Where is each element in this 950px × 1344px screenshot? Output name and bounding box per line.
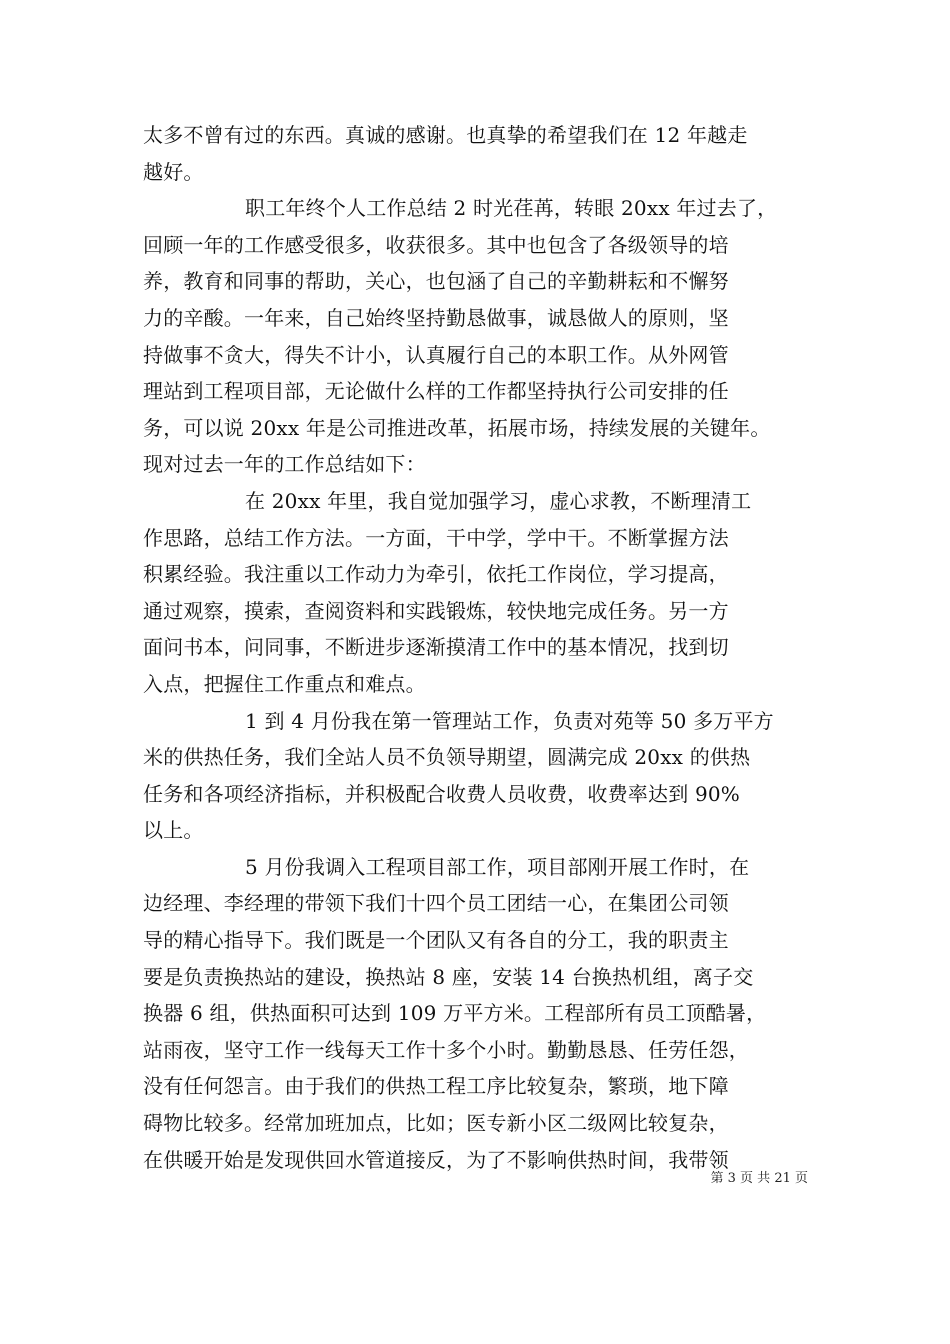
text-line: 太多不曾有过的东西。真诚的感谢。也真挚的希望我们在 12 年越走 bbox=[143, 123, 748, 147]
document-body bbox=[143, 117, 808, 1178]
text-line: 通过观察，摸索，查阅资料和实践锻炼，较快地完成任务。另一方 bbox=[143, 598, 729, 623]
text-line: 没有任何怨言。由于我们的供热工程工序比较复杂，繁琐，地下障 bbox=[143, 1074, 729, 1099]
text-line: 积累经验。我注重以工作动力为牵引，依托工作岗位，学习提高， bbox=[143, 562, 729, 587]
text-line: 理站到工程项目部，无论做什么样的工作都坚持执行公司安排的任 bbox=[143, 379, 729, 404]
text-line: 回顾一年的工作感受很多，收获很多。其中也包含了各级领导的培 bbox=[143, 232, 729, 257]
text-line: 换器 6 组，供热面积可达到 109 万平方米。工程部所有员工顶酷暑， bbox=[143, 1001, 767, 1026]
text-line: 越好。 bbox=[143, 159, 204, 184]
paragraph-start-line: 在 20xx 年里，我自觉加强学习，虚心求教，不断理清工 bbox=[245, 488, 752, 513]
text-line: 务，可以说 20xx 年是公司推进改革，拓展市场，持续发展的关键年。 bbox=[143, 415, 771, 440]
text-line: 现对过去一年的工作总结如下： bbox=[143, 452, 426, 477]
text-line: 面问书本，问同事，不断进步逐渐摸清工作中的基本情况，找到切 bbox=[143, 635, 729, 660]
text-line: 持做事不贪大，得失不计小，认真履行自己的本职工作。从外网管 bbox=[143, 342, 729, 367]
text-line: 要是负责换热站的建设，换热站 8 座，安装 14 台换热机组，离子交 bbox=[143, 964, 754, 989]
text-line: 作思路，总结工作方法。一方面，干中学，学中干。不断掌握方法 bbox=[143, 525, 729, 550]
page-number: 第 3 页 共 21 页 bbox=[710, 1171, 808, 1186]
text-line: 边经理、李经理的带领下我们十四个员工团结一心，在集团公司领 bbox=[143, 891, 729, 916]
text-line: 任务和各项经济指标，并积极配合收费人员收费，收费率达到 90% bbox=[143, 781, 741, 806]
paragraph-start-line: 5 月份我调入工程项目部工作，项目部刚开展工作时，在 bbox=[245, 854, 750, 879]
text-line: 碍物比较多。经常加班加点，比如；医专新小区二级网比较复杂， bbox=[143, 1111, 729, 1136]
text-line: 导的精心指导下。我们既是一个团队又有各自的分工，我的职责主 bbox=[143, 928, 729, 953]
text-line: 入点，把握住工作重点和难点。 bbox=[143, 671, 426, 696]
text-line: 米的供热任务，我们全站人员不负领导期望，圆满完成 20xx 的供热 bbox=[143, 745, 751, 770]
text-line: 在供暖开始是发现供回水管道接反，为了不影响供热时间，我带领 bbox=[143, 1147, 729, 1172]
text-line: 力的辛酸。一年来，自己始终坚持勤恳做事，诚恳做人的原则，坚 bbox=[143, 305, 729, 330]
text-line: 站雨夜，坚守工作一线每天工作十多个小时。勤勤恳恳、任劳任怨， bbox=[143, 1037, 749, 1062]
paragraph-start-line: 1 到 4 月份我在第一管理站工作，负责对苑等 50 多万平方 bbox=[245, 708, 774, 733]
text-line: 养，教育和同事的帮助，关心，也包涵了自己的辛勤耕耘和不懈努 bbox=[143, 269, 729, 294]
paragraph-start-line: 职工年终个人工作总结 2 时光荏苒，转眼 20xx 年过去了， bbox=[245, 196, 778, 221]
text-line: 以上。 bbox=[143, 818, 204, 843]
